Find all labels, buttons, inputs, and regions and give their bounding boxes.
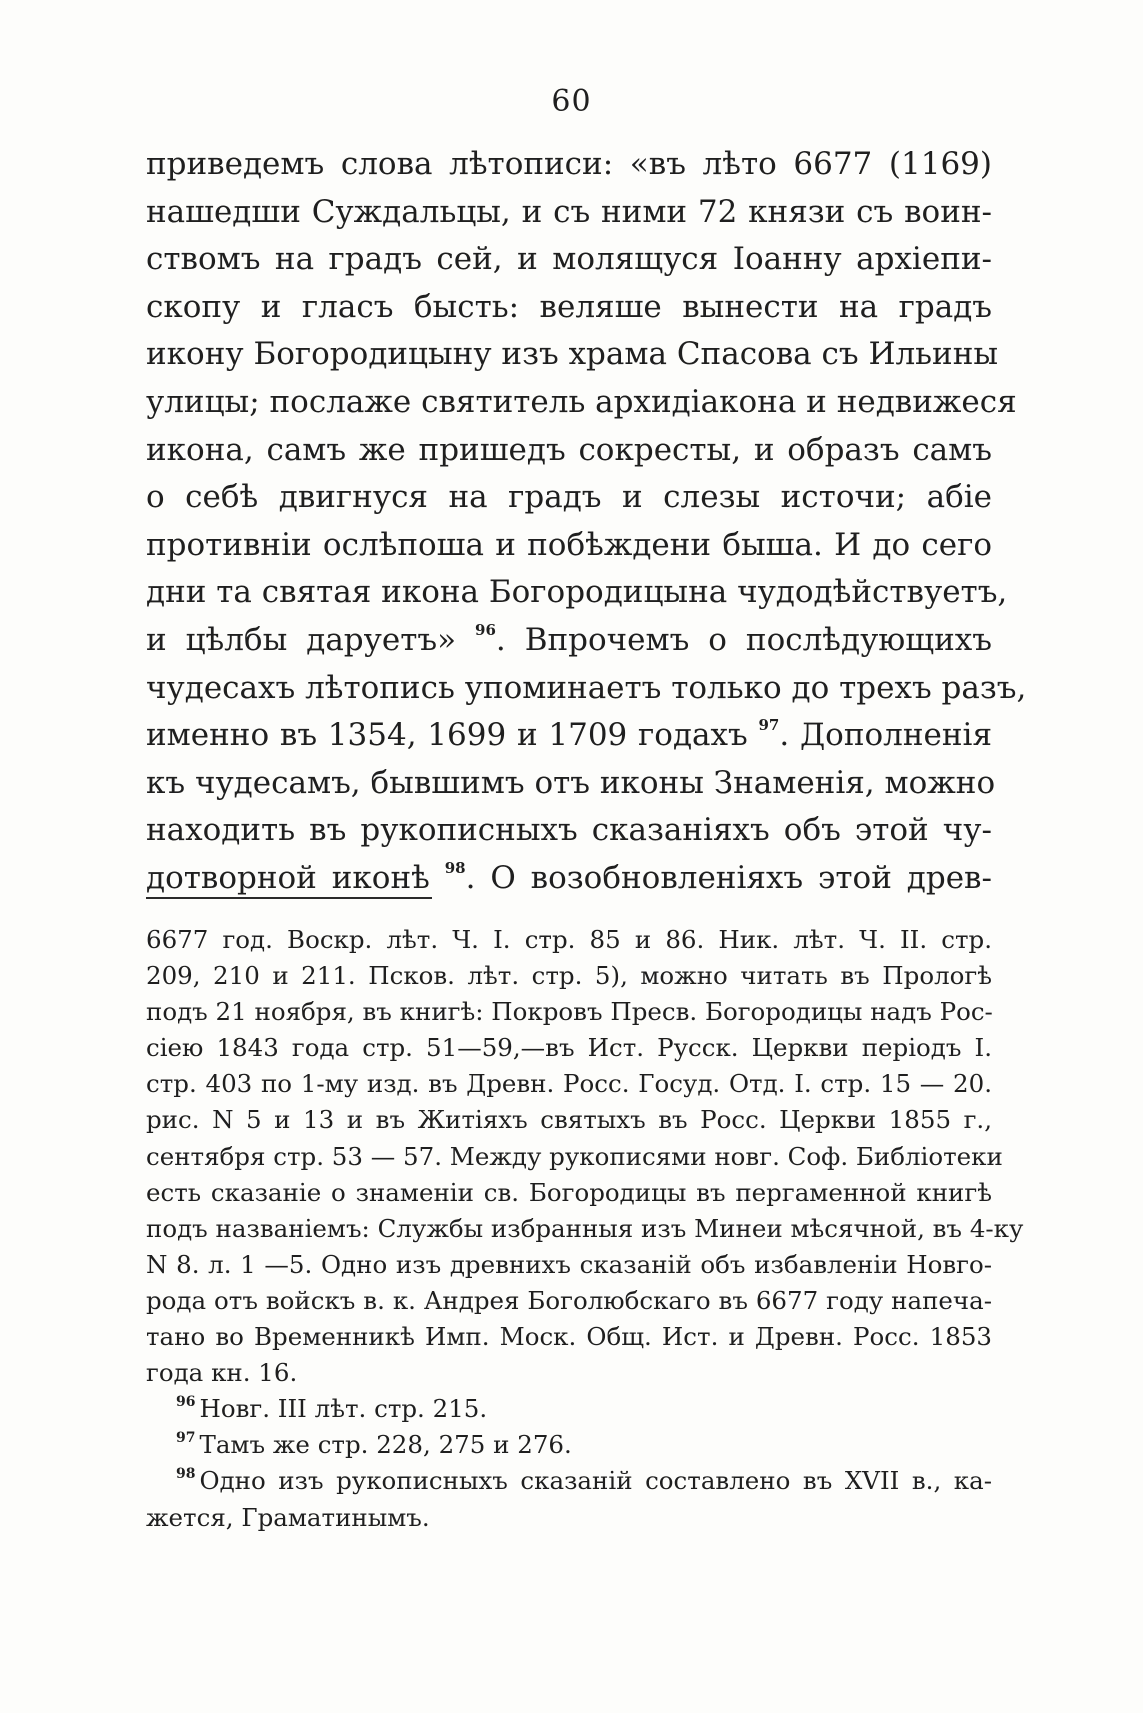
footnote-text: Одно изъ рукописныхъ сказаній составлено въ XVII в., ка-: [199, 1466, 992, 1496]
footnote-96: [146, 1391, 992, 1427]
footnote-text: Новг. III лѣт. стр. 215.: [199, 1394, 488, 1424]
text-line: [146, 522, 992, 570]
text-line: [146, 427, 992, 475]
text-line: [146, 760, 996, 808]
footnote-continuation-line: есть сказаніе о знаменіи св. Богородицы въ пергаменной книгѣ: [146, 1177, 992, 1207]
text-segment: ствомъ на градъ сей, и молящуся Іоанну архіепи-: [146, 241, 992, 278]
footnote-text: жется, Граматинымъ.: [146, 1502, 430, 1532]
text-segment: къ чудесамъ, бывшимъ отъ иконы Знаменія, можно: [146, 764, 996, 801]
text-line: [146, 284, 992, 332]
text-segment: находить въ рукописныхъ сказаніяхъ объ этой чу-: [146, 812, 992, 849]
footnote-continuation-line: 209, 210 и 211. Псков. лѣт. стр. 5), можно читать въ Прологѣ: [146, 961, 992, 991]
footnote-separator: [146, 897, 432, 899]
footnotes-block: [146, 922, 1024, 1536]
text-segment: приведемъ слова лѣтописи: «въ лѣто 6677 (1169): [146, 146, 992, 182]
footnote-97: [146, 1427, 992, 1463]
footnote-line: [146, 1500, 992, 1536]
footnote-marker: 97: [176, 1430, 196, 1447]
text-line: [146, 141, 992, 189]
text-segment: . О возобновленіяхъ этой древ-: [465, 859, 992, 896]
footnote-continuation-line: года кн. 16.: [146, 1358, 298, 1388]
text-segment: . Впрочемъ о послѣдующихъ: [495, 621, 992, 658]
footnote-line: [146, 1463, 992, 1499]
text-segment: о себѣ двигнуся на градъ и слезы источи; абіе: [146, 479, 992, 516]
footnote-continuation-line: рис. N 5 и 13 и въ Житіяхъ святыхъ въ Росс. Церкви 1855 г.,: [146, 1105, 992, 1135]
footnote-continuation-line: сентября стр. 53 — 57. Между рукописями новг. Соф. Библіотеки: [146, 1141, 1003, 1171]
text-line: [146, 712, 992, 760]
text-segment: дни та святая икона Богородицына чудодѣйствуетъ,: [146, 574, 1008, 611]
text-segment: дотворной иконѣ: [146, 859, 445, 896]
text-line: [146, 665, 1027, 713]
footnote-line: [146, 1391, 992, 1427]
footnote-marker: 98: [176, 1466, 196, 1483]
text-line: [146, 379, 1017, 427]
footnote-continuation-line: тано во Временникѣ Имп. Моск. Общ. Ист. и Древн. Росс. 1853: [146, 1322, 992, 1352]
footnote-continuation-line: стр. 403 по 1-му изд. въ Древн. Росс. Госуд. Отд. I. стр. 15 — 20.: [146, 1069, 992, 1099]
text-line: [146, 617, 992, 665]
main-text-block: [146, 141, 1027, 903]
footnote-continuation-line: рода отъ войскъ в. к. Андрея Боголюбскаго въ 6677 году напеча-: [146, 1285, 992, 1315]
footnote-reference: 98: [444, 858, 466, 877]
text-segment: и цѣлбы даруетъ»: [146, 621, 476, 658]
text-line: [146, 569, 1008, 617]
footnote-continuation-line: N 8. л. 1 —5. Одно изъ древнихъ сказаній объ избавленіи Новго-: [146, 1249, 992, 1279]
footnote-line: [146, 1427, 992, 1463]
footnote-reference: 97: [758, 716, 780, 735]
text-line: [146, 855, 992, 903]
text-segment: икона, самъ же пришедъ сокресты, и образъ самъ: [146, 431, 992, 468]
page-number: 60: [551, 84, 592, 119]
footnote-continuation-line: сіею 1843 года стр. 51—59,—въ Ист. Русск. Церкви періодъ I.: [146, 1033, 992, 1063]
text-segment: скопу и гласъ бысть: веляше вынести на градъ: [146, 288, 992, 325]
text-segment: именно въ 1354, 1699 и 1709 годахъ: [146, 717, 759, 754]
text-segment: чудесахъ лѣтопись упоминаетъ только до трехъ разъ,: [146, 669, 1027, 706]
footnote-marker: 96: [176, 1394, 196, 1411]
text-segment: икону Богородицыну изъ храма Спасова съ Ильины: [146, 336, 999, 373]
footnote-reference: 96: [475, 620, 496, 639]
text-line: [146, 331, 999, 379]
footnote-text: Тамъ же стр. 228, 275 и 276.: [199, 1430, 572, 1460]
text-segment: противніи ослѣпоша и побѣждени быша. И до сего: [146, 526, 992, 563]
footnote-98: [146, 1463, 992, 1535]
footnote-continuation-line: подъ названіемъ: Службы избранныя изъ Минеи мѣсячной, въ 4-ку: [146, 1213, 1024, 1243]
text-segment: улицы; послаже святитель архидіакона и недвижеся: [146, 383, 1017, 420]
text-segment: . Дополненія: [779, 717, 992, 754]
text-line: [146, 807, 992, 855]
text-line: [146, 236, 992, 284]
text-segment: нашедши Суждальцы, и съ ними 72 князи съ воин-: [146, 193, 992, 230]
text-line: [146, 189, 992, 237]
text-line: [146, 474, 992, 522]
footnote-continuation-line: 6677 год. Воскр. лѣт. Ч. I. стр. 85 и 86. Ник. лѣт. Ч. II. стр.: [146, 925, 992, 954]
footnote-continuation-line: подъ 21 ноября, въ книгѣ: Покровъ Пресв. Богородицы надъ Рос-: [146, 997, 993, 1027]
